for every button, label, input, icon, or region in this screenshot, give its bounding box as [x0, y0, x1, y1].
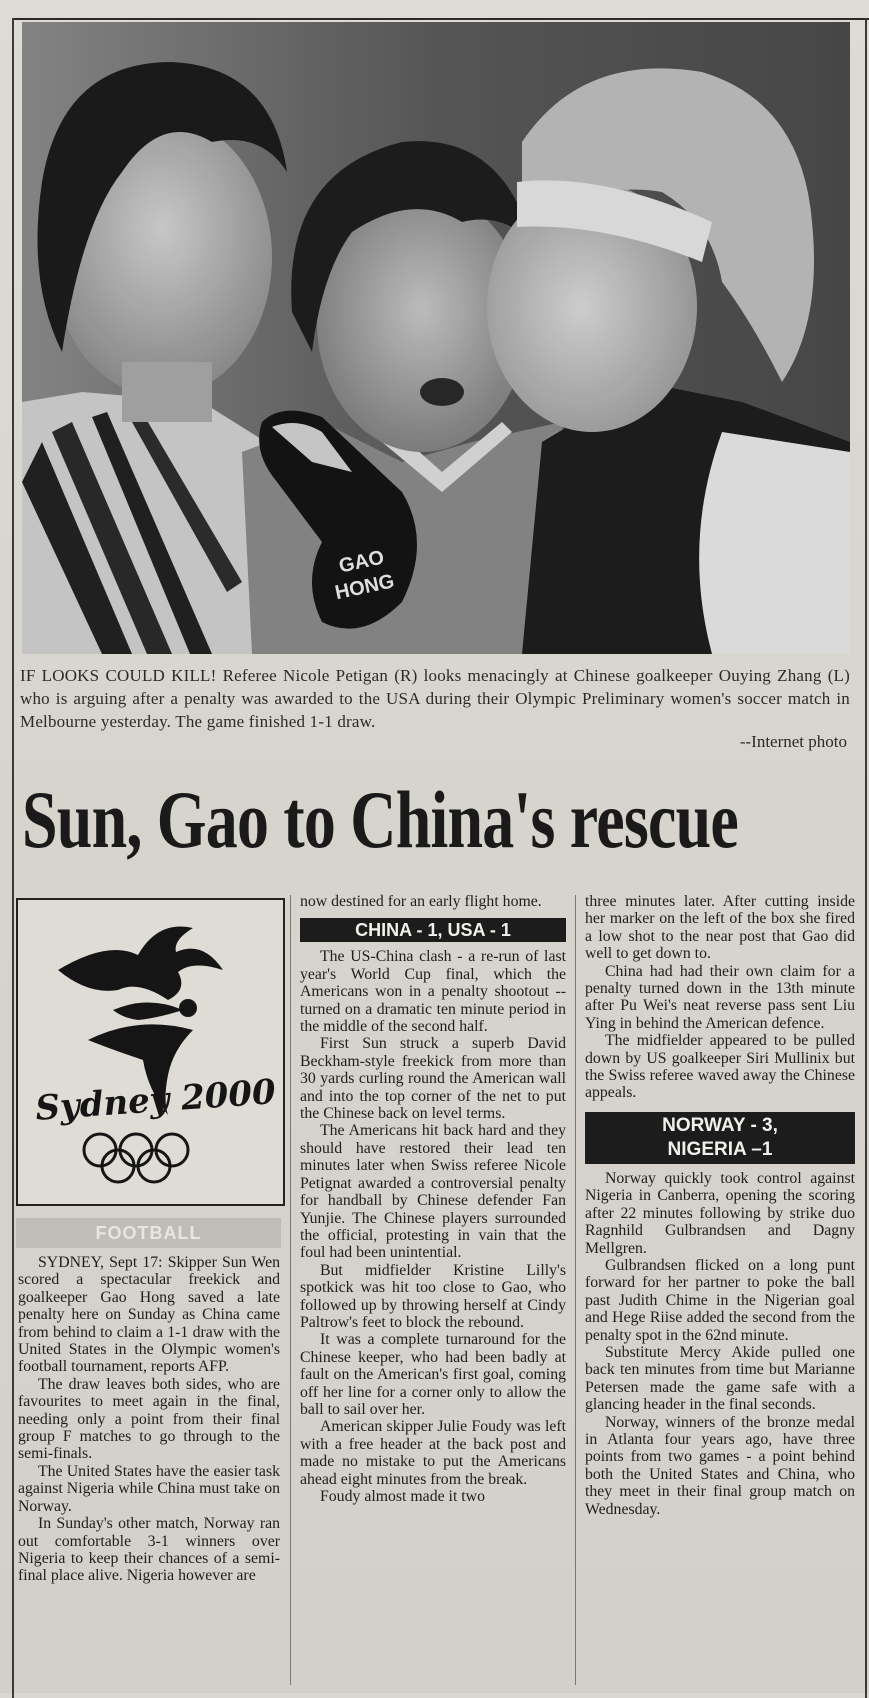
glove-text-2: HONG	[333, 570, 397, 605]
paragraph: Gulbrandsen flicked on a long punt forward for her partner to poke the ball past Judith Chime in the Nigerian goal and Hege Riise added the second from the penalty spot in the 62nd minute.	[585, 1256, 855, 1344]
paragraph: The United States have the easier task against Nigeria while China must take on Norway.	[18, 1462, 280, 1515]
column-rule-2	[575, 895, 576, 1685]
news-photo	[22, 22, 850, 654]
subhead-norway-nigeria	[585, 1112, 855, 1164]
olympic-rings-icon	[84, 1134, 188, 1182]
paragraph: But midfielder Kristine Lilly's spotkick was hit too close to Gao, who followed up by throwing herself at Cindy Paltrow's feet to block the rebound.	[300, 1261, 566, 1331]
subhead-line: NORWAY - 3,	[662, 1114, 778, 1136]
article-column-2	[300, 893, 566, 1505]
paragraph: The US-China clash - a re-run of last year's World Cup final, which the Americans won in a penalty shootout -- turned on a dramatic ten minute period in the middle of the second half.	[300, 948, 566, 1036]
top-rule	[12, 18, 869, 20]
photo-credit: --Internet photo	[739, 732, 847, 751]
paragraph: The Americans hit back hard and they should have restored their lead ten minutes later when Swiss referee Nicole Petignat awarded a controversial penalty for handball by Chinese defender Fan Yunjie. The Chinese players surrounded the official, protesting in vain that the foul had been unintential.	[300, 1122, 566, 1262]
section-tag-football: FOOTBALL	[16, 1218, 281, 1248]
paragraph: now destined for an early flight home.	[300, 893, 542, 910]
paragraph: Norway quickly took control against Nigeria in Canberra, opening the scoring after 22 minutes following by strike duo Ragnhild Gulbrandsen and Dagny Mellgren.	[585, 1169, 855, 1257]
paragraph: First Sun struck a superb David Beckham-style freekick from more than 30 yards curling round the American wall and into the top corner of the net to put the Chinese back on level terms.	[300, 1035, 566, 1123]
sydney-2000-logo	[16, 898, 285, 1206]
glove-text-1: GAO	[336, 546, 387, 578]
paragraph: The draw leaves both sides, who are favourites to meet again in the final, needing only a point from their final group F matches to go through to the semi-finals.	[18, 1375, 280, 1463]
paragraph: In Sunday's other match, Norway ran out comfortable 3-1 winners over Nigeria to keep their chances of a semi-final place alive. Nigeria however are	[18, 1515, 280, 1585]
headline: Sun, Gao to China's rescue	[22, 774, 738, 865]
subhead-china-usa: CHINA - 1, USA - 1	[300, 918, 566, 942]
subhead-line: NIGERIA –1	[667, 1138, 773, 1160]
paragraph: SYDNEY, Sept 17: Skipper Sun Wen scored a spectacular freekick and goalkeeper Gao Hong saved a late penalty here on Sunday as China came from behind to claim a 1-1 draw with the United States in the Olympic women's football tournament, reports AFP.	[18, 1254, 280, 1376]
paragraph: Foudy almost made it two	[320, 1488, 485, 1505]
column-rule-1	[290, 895, 291, 1685]
paragraph: The midfielder appeared to be pulled down by US goalkeeper Siri Mullinix but the Swiss referee waved away the Chinese appeals.	[585, 1032, 855, 1102]
logo-wordmark: Sydney 2000	[34, 1072, 277, 1129]
paragraph: three minutes later. After cutting inside her marker on the left of the box she fired a low shot to the near post that Gao did well to get down to.	[585, 893, 855, 963]
right-rule	[865, 18, 867, 1698]
paragraph: American skipper Julie Foudy was left with a free header at the back post and made no mistake to put the Americans ahead eight minutes from the break.	[300, 1418, 566, 1488]
paragraph: It was a complete turnaround for the Chinese keeper, who had been badly at fault on the American's first goal, coming off her line for a corner only to allow the ball to sail over her.	[300, 1331, 566, 1418]
paragraph: Substitute Mercy Akide pulled one back ten minutes from time but Marianne Petersen made the game safe with a glancing header in the final seconds.	[585, 1343, 855, 1414]
article-column-1	[18, 1254, 280, 1585]
article-column-3	[585, 893, 855, 1518]
left-rule	[12, 18, 14, 1698]
paragraph: Norway, winners of the bronze medal in Atlanta four years ago, have three points from two games - a point behind both the United States and China, who they meet in their final group match on Wednesday.	[585, 1413, 855, 1518]
paragraph: China had had their own claim for a penalty turned down in the 13th minute after Pu Wei's neat reverse pass sent Liu Ying in behind the American defence.	[585, 962, 855, 1032]
photo-caption: IF LOOKS COULD KILL! Referee Nicole Petigan (R) looks menacingly at Chinese goalkeeper Ouying Zhang (L) who is arguing after a penalty was awarded to the USA during their Olympic Preliminary women's soccer match in Melbourne yesterday. The game finished 1-1 draw.	[20, 666, 850, 731]
